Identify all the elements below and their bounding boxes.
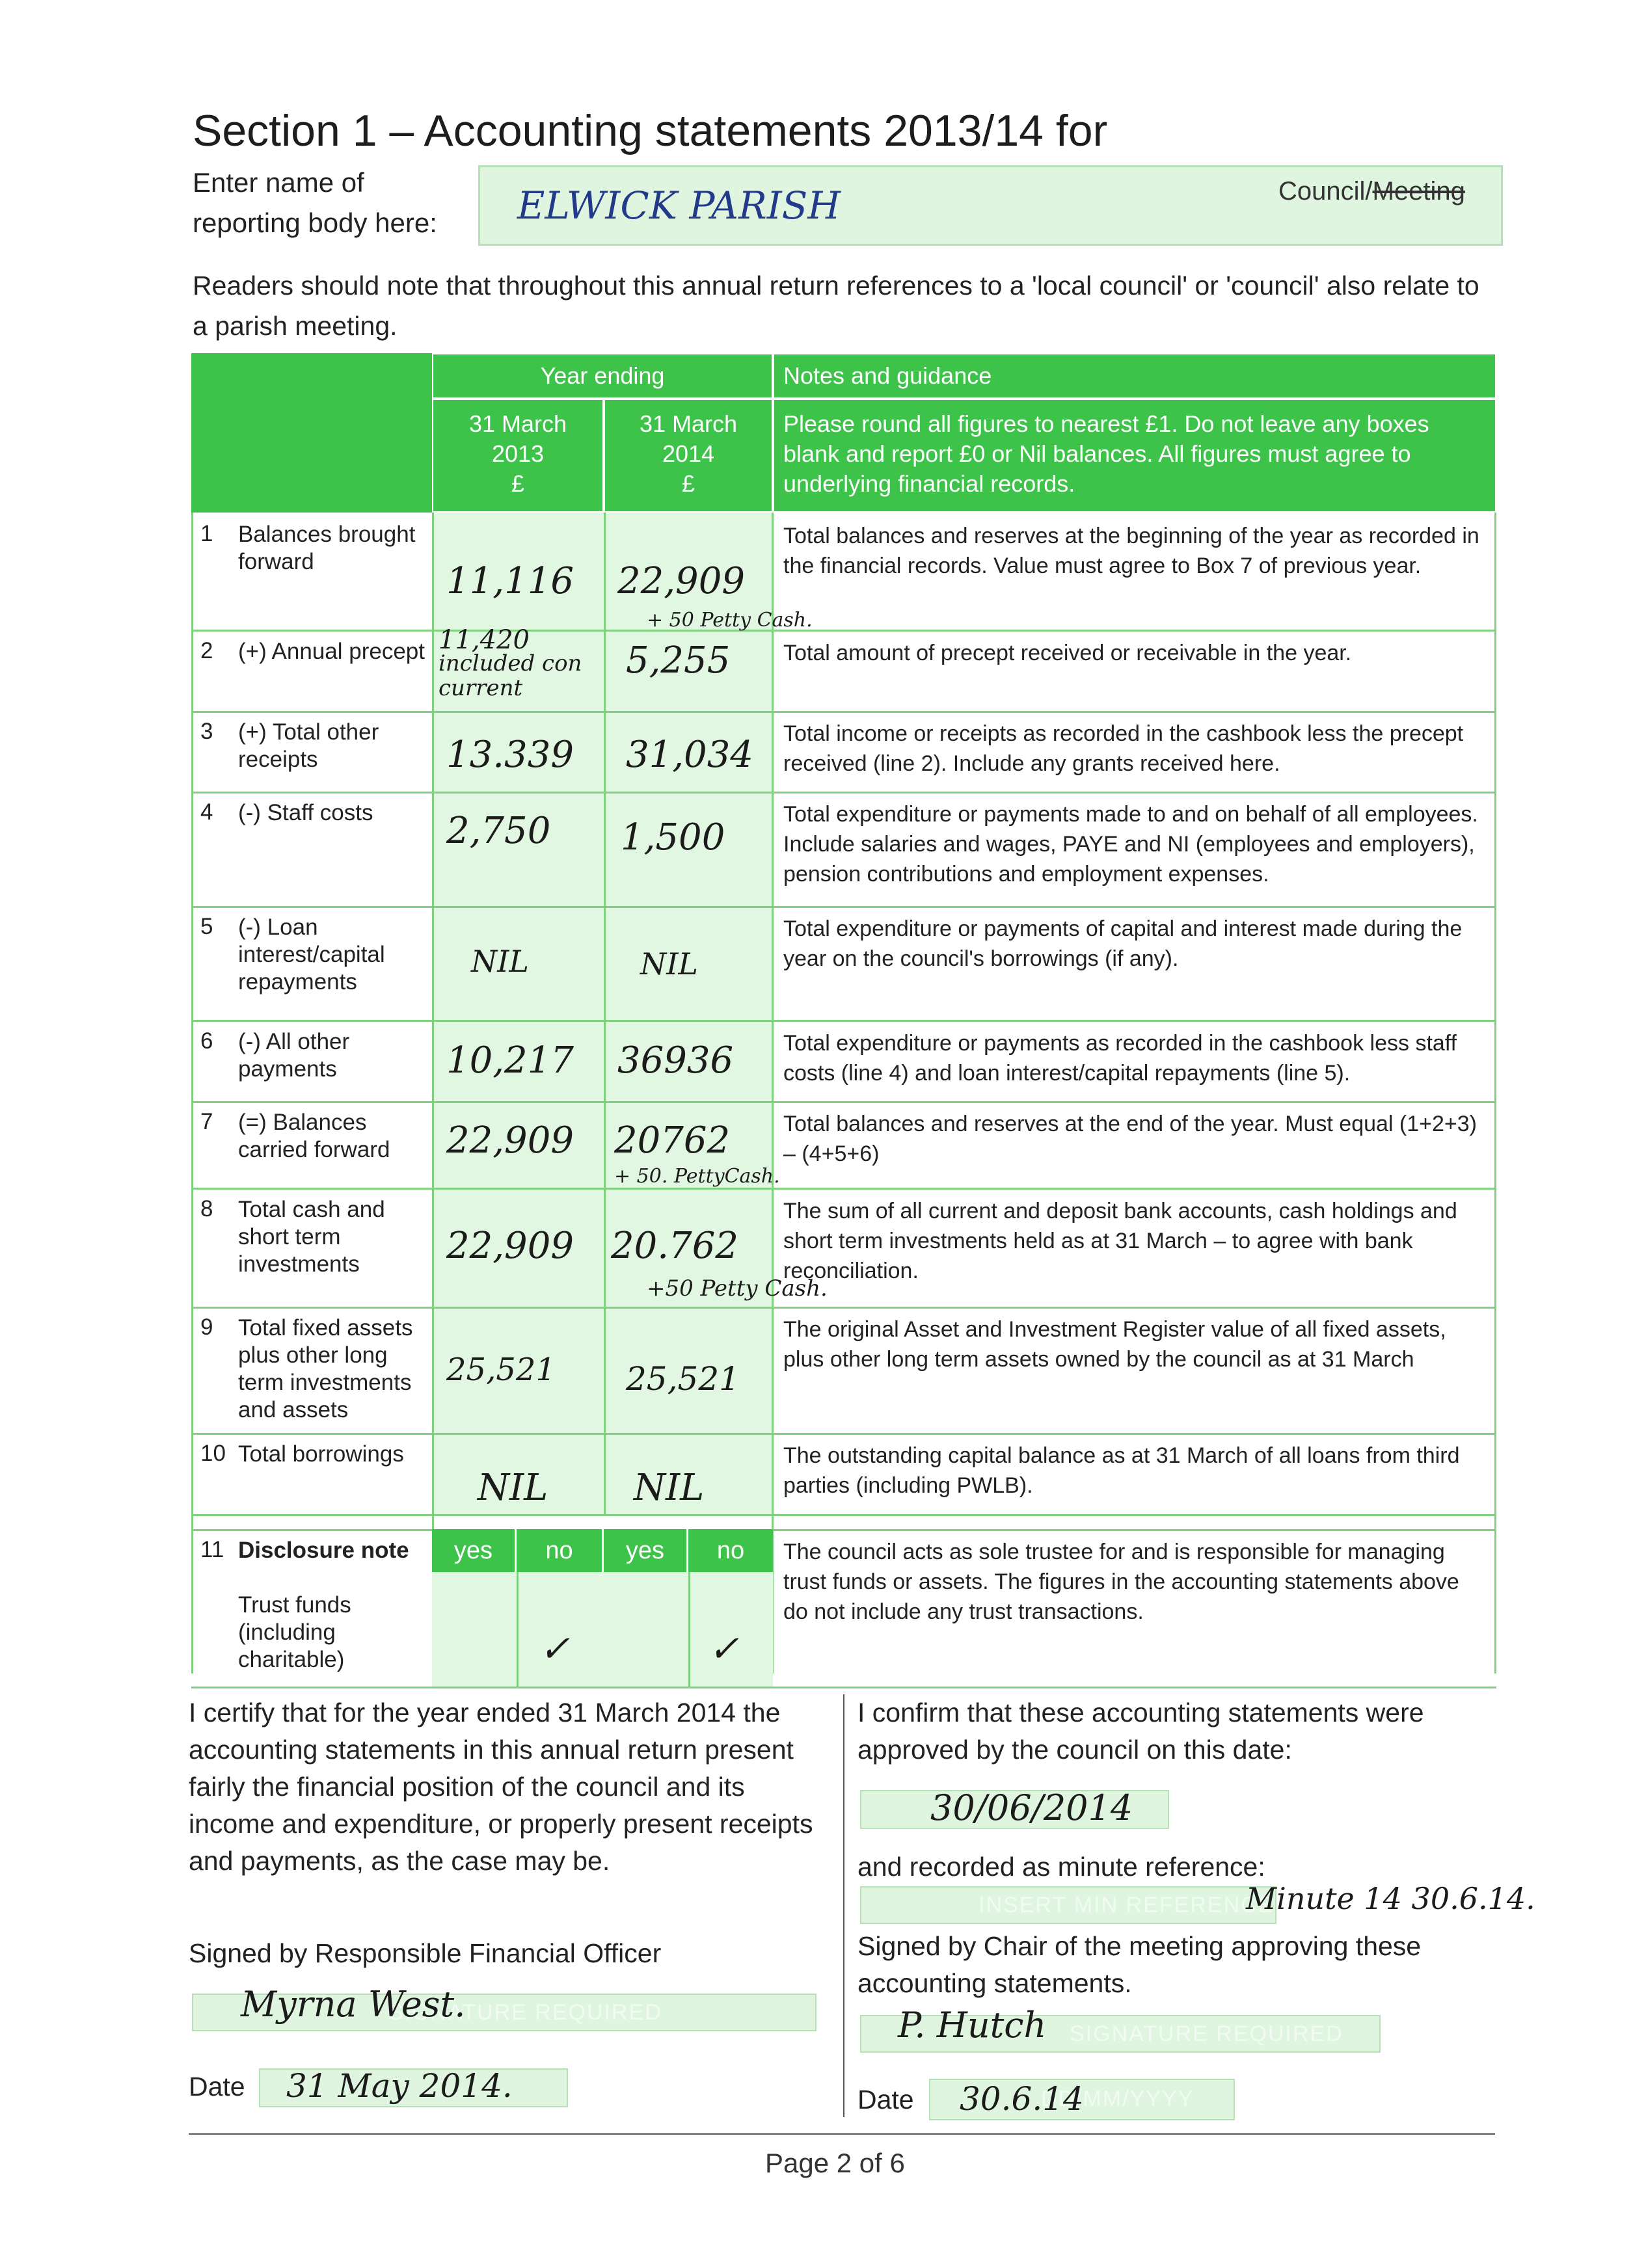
value-2014[interactable]: 20.762 [611, 1225, 738, 1267]
col-2013-header: 31 March 2013 £ [432, 399, 604, 513]
value-2014[interactable]: NIL [640, 946, 698, 981]
enter-name-label: Enter name of reporting body here: [193, 167, 437, 238]
petty-cash-note: + 50 Petty Cash. [647, 609, 813, 632]
value-2014[interactable]: NIL [634, 1467, 705, 1509]
chair-date-value: 30.6.14 [960, 2080, 1084, 2118]
minute-label: and recorded as minute reference: [857, 1852, 1265, 1882]
value-2013[interactable]: 10,217 [446, 1039, 574, 1082]
col-2014-header: 31 March 2014 £ [604, 399, 773, 513]
value-2013[interactable]: 22,909 [446, 1225, 574, 1267]
tick-no-2013[interactable]: ✓ [539, 1628, 570, 1670]
chair-date-label: Date [857, 2085, 914, 2115]
no-2014-header: no [688, 1529, 773, 1572]
rfo-signature-field[interactable]: SIGNATURE REQUIRED [192, 1994, 816, 2031]
page-title: Section 1 – Accounting statements 2013/14 for [193, 106, 1108, 155]
tick-no-2014[interactable]: ✓ [709, 1628, 739, 1670]
certify-text: I certify that for the year ended 31 March 2014 the accounting statements in this annual return present fairly the financial position of the council and its income and expenditure, or properly present receipts and payments, as the case may be. [189, 1698, 813, 1876]
confirm-text: I confirm that these accounting statements were approved by the council on this date: [857, 1698, 1424, 1765]
rfo-signature: Myrna West. [241, 1984, 466, 2025]
value-2014[interactable]: 20762 [614, 1119, 731, 1162]
no-2013-header: no [517, 1529, 604, 1572]
chair-signed-label: Signed by Chair of the meeting approving these accounting statements. [857, 1931, 1422, 1998]
rfo-signed-label: Signed by Responsible Financial Officer [189, 1938, 662, 1968]
value-2013[interactable]: 11,116 [446, 560, 574, 602]
chair-signature-field[interactable]: SIGNATURE REQUIRED [860, 2015, 1381, 2053]
notes-header: Notes and guidance [773, 353, 1496, 399]
value-2014[interactable]: 1,500 [621, 816, 725, 859]
value-2014[interactable]: 22,909 [617, 560, 745, 602]
page-number: Page 2 of 6 [765, 2148, 905, 2178]
included-note: included con current [439, 650, 582, 701]
chair-signature: P. Hutch [898, 2005, 1047, 2046]
section-divider [843, 1694, 844, 2117]
disclosure-title: Disclosure note [238, 1538, 409, 1563]
petty-cash-note: + 50. PettyCash. [614, 1165, 780, 1188]
table-header-blank [191, 353, 432, 513]
year-ending-header: Year ending [432, 353, 773, 399]
value-2014[interactable]: 36936 [617, 1039, 734, 1082]
accounting-table: Year ending Notes and guidance 31 March 2013 £ 31 March 2014 £ Please round all figures to nearest £1. Do not leave any boxes blank and report £0 or Nil balances. All figures must agree to underlying financial records. 1 Balances brought forward 11,116 22,909 + 50 Petty Cash. Total balances and reserves at the beginning of the year as recorded in the financial records. Value must agree to Box 7 of previous year. 2 (+) Annual precept 11,420 included con current 5,255 Total amount of precept received or receivable in the year. 3 (+) Total other receipts 13.339 31,034 Total income or receipts as recorded in the cashbook less the precept received (line 2). Include any grants received here. 4 (-) Staff costs 2,750 1,500 Total expenditure or payments made to and on behalf of all employees. Include salaries and wages, PAYE and NI (employees and employers), pension contributions and employment expenses. 5 (-) Loan interest/capital repayments NIL NIL Total expenditure or payments of capital and interest made during the year on the council's borrowings (if any). 6 (-) All other payments 10,217 36936 Total expenditure or payments as recorded in the cashbook less staff costs (line 4) and loan interest/capital repayments (line 5). 7 (=) Balances carried forward 22,909 20762 + 50. PettyCash. Total balances and reserves at the end of the year. Must equal (1+2+3) – (4+5+6) 8 Total cash and short term investments 22,909 20.762 +50 Petty Cash. The sum of all current and deposit bank accounts, cash holdings and short term investments held as at 31 March – to agree with bank reconciliation. 9 Total fixed assets plus other long term investments and assets 25,521 25,521 The original Asset and Investment Register value of all fixed assets, plus other long term assets owned by the council as at 31 March 10 Total borrowings NIL NIL The outstanding capital balance as at 31 March of all loans from third parties (including PWLB). yes no yes no 11 Disclosure note Trust funds (including charitable) ✓ ✓ The council acts as sole trustee for and is responsible for managing trust funds or assets. The figures in the accounting statements above do not include any trust transactions. [191, 353, 1496, 1687]
minute-reference-field[interactable]: INSERT MIN REFERENCE [860, 1886, 1276, 1924]
approval-date-value: 30/06/2014 [930, 1787, 1133, 1828]
value-2013[interactable]: 13.339 [446, 734, 574, 776]
rfo-date-value: 31 May 2014. [286, 2067, 513, 2105]
rfo-date-label: Date [189, 2072, 245, 2101]
value-2014[interactable]: 31,034 [626, 734, 753, 776]
value-2013[interactable]: 2,750 [446, 810, 551, 852]
value-2014[interactable]: 25,521 [626, 1360, 740, 1398]
value-2014[interactable]: 5,255 [626, 639, 731, 682]
chair-date-field[interactable]: DD/MM/YYYY [929, 2079, 1235, 2120]
value-2013[interactable]: 25,521 [446, 1352, 556, 1388]
trust-funds-label: Trust funds (including charitable) [238, 1592, 351, 1672]
minute-reference-value: Minute 14 30.6.14. [1246, 1881, 1535, 1916]
value-2013[interactable]: NIL [471, 944, 529, 979]
meeting-struck-text: Meeting [1372, 177, 1465, 206]
reporting-body-value: ELWICK PARISH [517, 183, 841, 228]
yes-2014-header: yes [604, 1529, 688, 1572]
value-2013[interactable]: 22,909 [446, 1119, 574, 1162]
guidance-header: Please round all figures to nearest £1. Do not leave any boxes blank and report £0 or Nil balances. All figures must agree to underlying financial records. [773, 399, 1496, 513]
footer-rule [189, 2133, 1495, 2135]
value-2013[interactable]: 11,420 [439, 625, 530, 655]
petty-cash-note: +50 Petty Cash. [647, 1275, 828, 1301]
value-2013[interactable]: NIL [478, 1467, 548, 1509]
council-meeting-label: Council/Meeting [1278, 177, 1465, 206]
readers-note: Readers should note that throughout this annual return references to a 'local council' or 'council' also relate to a parish meeting. [193, 271, 1479, 341]
yes-2013-header: yes [432, 1529, 517, 1572]
